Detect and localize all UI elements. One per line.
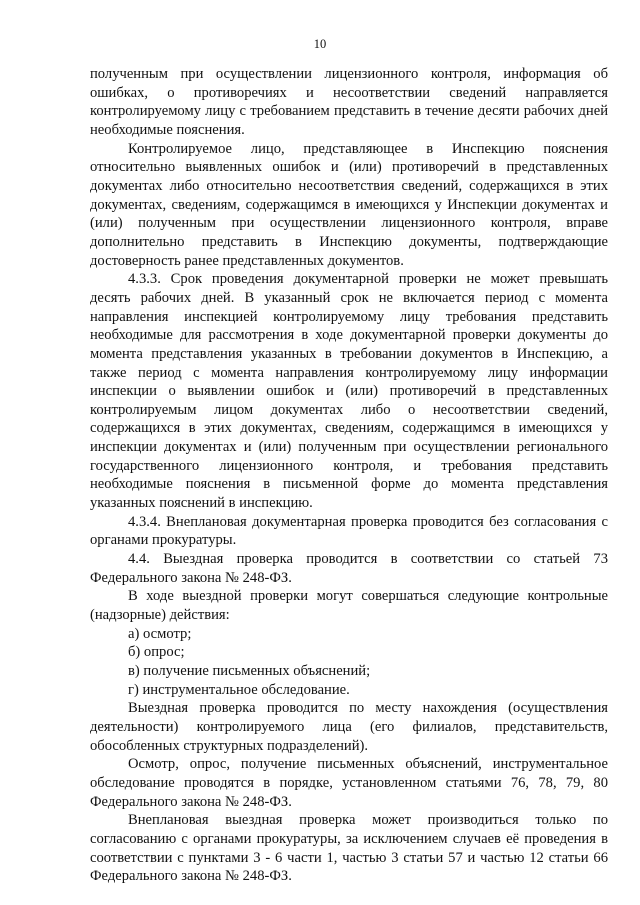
paragraph: Выездная проверка проводится по месту нахождения (осуществления деятельности) контролируемого лица (его филиалов, представительств, обособленных структурных подразделений). [90, 700, 608, 754]
document-body [90, 65, 608, 886]
list-item: г) инструментальное обследование. [128, 681, 350, 698]
paragraph: Контролируемое лицо, представляющее в Инспекцию пояснения относительно выявленных ошибок и (или) противоречий в представленных документах либо относительно несоответствия сведений, содержащихся в этих документах, сведениям, содержащимся в имеющихся у Инспекции документах и (или) полученным при осуществлении лицензионного контроля, вправе дополнительно представить в Инспекцию документы, подтверждающие достоверность ранее представленных документов. [90, 140, 608, 269]
paragraph: В ходе выездной проверки могут совершаться следующие контрольные (надзорные) действия: [90, 588, 608, 624]
paragraph: Осмотр, опрос, получение письменных объяснений, инструментальное обследование проводятся в порядке, установленном статьями 76, 78, 79, 80 Федерального закона № 248-ФЗ. [90, 756, 608, 810]
list-item: б) опрос; [128, 644, 185, 661]
page-number: 10 [313, 37, 327, 51]
list-item: а) осмотр; [128, 625, 192, 642]
paragraph: 4.3.3. Срок проведения документарной проверки не может превышать десять рабочих дней. В указанный срок не включается период с момента направления инспекцией контролируемому лицу требования представить необходимые для рассмотрения в ходе документарной проверки документы до момента представления указанных в требовании документов в Инспекцию, а также период с момента направления контролируемому лицу информации инспекции о выявлении ошибок и (или) противоречий в представленных контролируемым лицом документах либо о несоответствии сведений, содержащихся в этих документах, сведениям, содержащимся в имеющихся у инспекции документах и (или) полученным при осуществлении регионального государственного лицензионного контроля, и требования представить необходимые пояснения в письменной форме до момента представления указанных пояснений в инспекцию. [90, 271, 608, 512]
paragraph: полученным при осуществлении лицензионного контроля, информация об ошибках, о противоречиях и несоответствии сведений направляется контролируемому лицу с требованием представить в течение десяти рабочих дней необходимые пояснения. [90, 66, 608, 138]
paragraph: 4.3.4. Внеплановая документарная проверка проводится без согласования с органами прокуратуры. [90, 513, 608, 549]
list-item: в) получение письменных объяснений; [128, 663, 371, 679]
paragraph: 4.4. Выездная проверка проводится в соответствии со статьей 73 Федерального закона № 248-ФЗ. [90, 551, 608, 586]
paragraph: Внеплановая выездная проверка может производиться только по согласованию с органами прокуратуры, за исключением случаев её проведения в соответствии с пунктами 3 - 6 части 1, частью 3 статьи 57 и частью 12 статьи 66 Федерального закона № 248-ФЗ. [90, 812, 608, 885]
